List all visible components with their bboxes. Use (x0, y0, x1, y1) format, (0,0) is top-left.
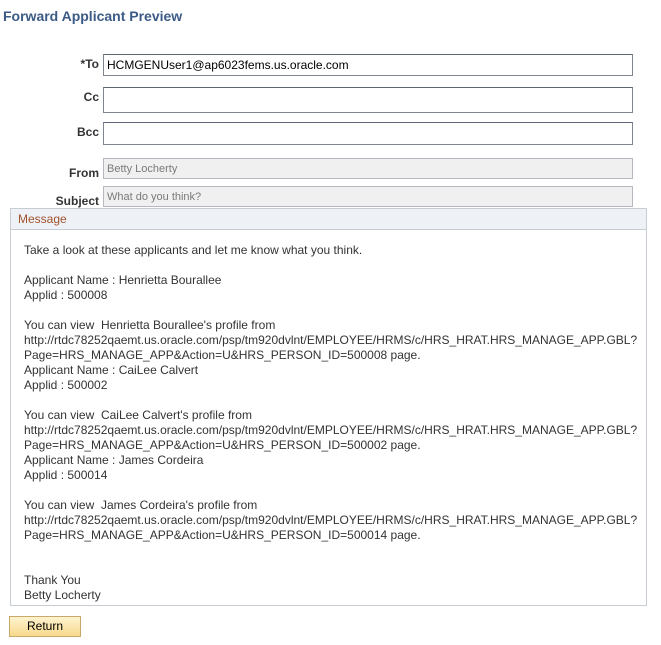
to-field[interactable] (103, 54, 633, 76)
message-box (10, 208, 647, 606)
cc-field[interactable] (103, 87, 633, 113)
subject-label: Subject (55, 194, 99, 208)
from-field (103, 158, 633, 179)
subject-field (103, 186, 633, 207)
page-title: Forward Applicant Preview (3, 8, 183, 24)
to-label: *To (80, 57, 99, 71)
bcc-field[interactable] (103, 122, 633, 145)
message-heading: Message (11, 209, 646, 230)
return-button[interactable]: Return (9, 616, 81, 637)
bcc-label: Bcc (76, 125, 99, 139)
from-label: From (69, 166, 99, 180)
message-body: Take a look at these applicants and let me know what you think. Applicant Name : Henrietta Bourallee Applid : 500008 You can view Henrietta Bourallee's profile from http://rtdc78252qaemt.us.oracle.com/psp/tm920dvlnt/EMPLOYEE/HRMS/c/HRS_HRAT.HRS_MANAGE_APP.GBL? Page=HRS_MANAGE_APP&Action=U&HRS_PERSON_ID=500008 page. Applicant Name : CaiLee Calvert Applid : 500002 You can view CaiLee Calvert's profile from http://rtdc78252qaemt.us.oracle.com/psp/tm920dvlnt/EMPLOYEE/HRMS/c/HRS_HRAT.HRS_MANAGE_APP.GBL? Page=HRS_MANAGE_APP&Action=U&HRS_PERSON_ID=500002 page. Applicant Name : James Cordeira Applid : 500014 You can view James Cordeira's profile from http://rtdc78252qaemt.us.oracle.com/psp/tm920dvlnt/EMPLOYEE/HRMS/c/HRS_HRAT.HRS_MANAGE_APP.GBL? Page=HRS_MANAGE_APP&Action=U&HRS_PERSON_ID=500014 page. Thank You Betty Locherty (24, 243, 638, 602)
cc-label: Cc (83, 90, 99, 104)
